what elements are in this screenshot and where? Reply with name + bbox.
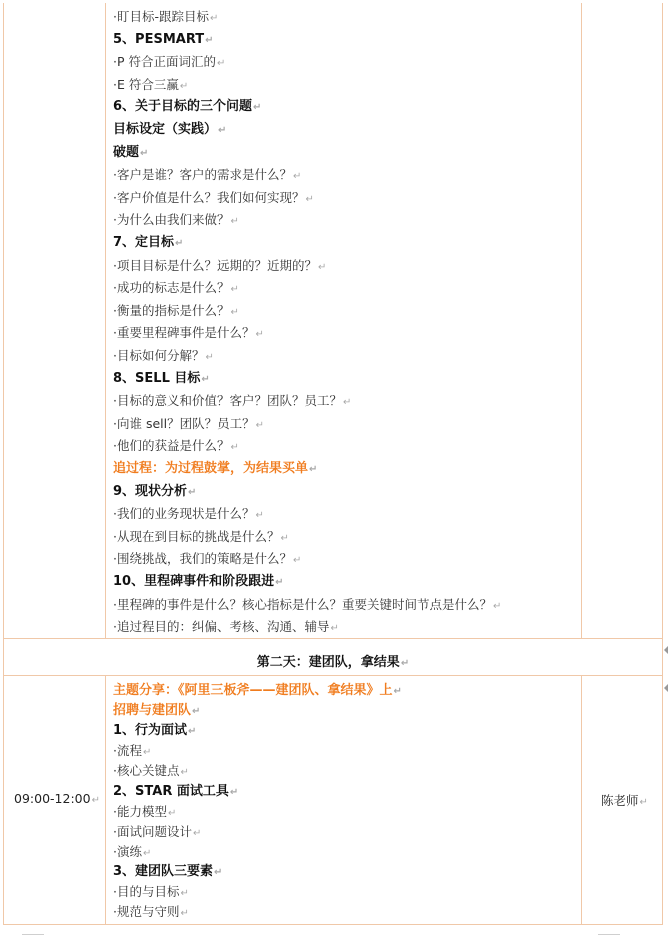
day2-line: 3、建团队三要素↵ [113, 863, 223, 879]
day2-header-cell [3, 638, 663, 676]
day1-line: ·盯目标-跟踪目标↵ [113, 9, 219, 24]
day1-line: 7、定目标↵ [113, 235, 184, 250]
table-resize-handle[interactable] [664, 684, 668, 692]
day1-line: 追过程：为过程鼓掌，为结果买单↵ [113, 461, 318, 476]
page-corner-mark [598, 934, 620, 935]
day1-line: ·客户价值是什么？我们如何实现？↵ [113, 189, 314, 205]
day1-line: ·目标的意义和价值？客户？团队？员工？↵ [113, 393, 352, 409]
teacher-cell [582, 3, 663, 638]
day1-line: ·客户是谁？客户的需求是什么？↵ [113, 167, 302, 183]
session-time: 09:00-12:00↵ [14, 791, 100, 806]
day1-line: ·目标如何分解？↵ [113, 348, 214, 363]
day2-line: 1、行为面试↵ [113, 723, 197, 739]
day1-line: ·里程碑的事件是什么？核心指标是什么？重要关键时间节点是什么？↵ [113, 596, 502, 612]
day1-line: ·重要里程碑事件是什么？↵ [113, 325, 264, 341]
day2-line: ·核心关键点↵ [113, 763, 189, 779]
day1-line: ·E 符合三赢↵ [113, 76, 189, 92]
day2-line: ·演练↵ [113, 843, 152, 859]
day2-morning-row [3, 676, 663, 925]
day2-line: ·目的与目标↵ [113, 884, 189, 899]
day1-line: 6、关于目标的三个问题↵ [113, 99, 262, 115]
day1-line: 5、PESMART↵ [113, 31, 214, 47]
teacher-cell [582, 676, 663, 925]
teacher-name: 陈老师↵ [601, 793, 648, 808]
day1-line: 8、SELL 目标↵ [113, 370, 210, 386]
day2-line: ·规范与守则↵ [113, 904, 189, 920]
day1-line: ·P 符合正面词汇的↵ [113, 54, 226, 70]
day1-line: 破题↵ [113, 144, 149, 160]
day1-line: ·追过程目的：纠偏、考核、沟通、辅导↵ [113, 619, 339, 635]
day2-header: 第二天：建团队，拿结果↵ [256, 655, 410, 670]
day1-line: 10、里程碑事件和阶段跟进↵ [113, 574, 284, 589]
day1-line: ·他们的获益是什么？↵ [113, 438, 239, 454]
day1-line: ·向谁 sell？团队？员工？↵ [113, 415, 264, 431]
day2-line: 主题分享：《阿里三板斧——建团队、拿结果》上↵ [113, 683, 402, 698]
time-cell [3, 676, 106, 925]
page-corner-mark [22, 934, 44, 935]
day1-line: ·衡量的指标是什么？↵ [113, 302, 239, 318]
day1-line: ·项目目标是什么？远期的？近期的？↵ [113, 257, 327, 273]
day1-line: ·成功的标志是什么？↵ [113, 280, 239, 296]
day2-line: ·流程↵ [113, 743, 152, 759]
day1-line: 目标设定（实践）↵ [113, 122, 227, 137]
day1-row [3, 3, 663, 638]
day2-line: 招聘与建团队↵ [113, 703, 201, 719]
day1-line: ·为什么由我们来做？↵ [113, 212, 239, 228]
time-cell [3, 3, 106, 638]
day2-line: ·面试问题设计↵ [113, 823, 202, 839]
day1-line: ·我们的业务现状是什么？↵ [113, 506, 264, 522]
day2-header-row [3, 638, 663, 676]
day2-line: 2、STAR 面试工具↵ [113, 783, 239, 799]
day2-line: ·能力模型↵ [113, 803, 177, 819]
day1-line: ·围绕挑战，我们的策略是什么？↵ [113, 551, 302, 567]
table-resize-handle[interactable] [664, 646, 668, 654]
day1-line: ·从现在到目标的挑战是什么？↵ [113, 528, 289, 544]
day1-line: 9、现状分析↵ [113, 483, 197, 499]
